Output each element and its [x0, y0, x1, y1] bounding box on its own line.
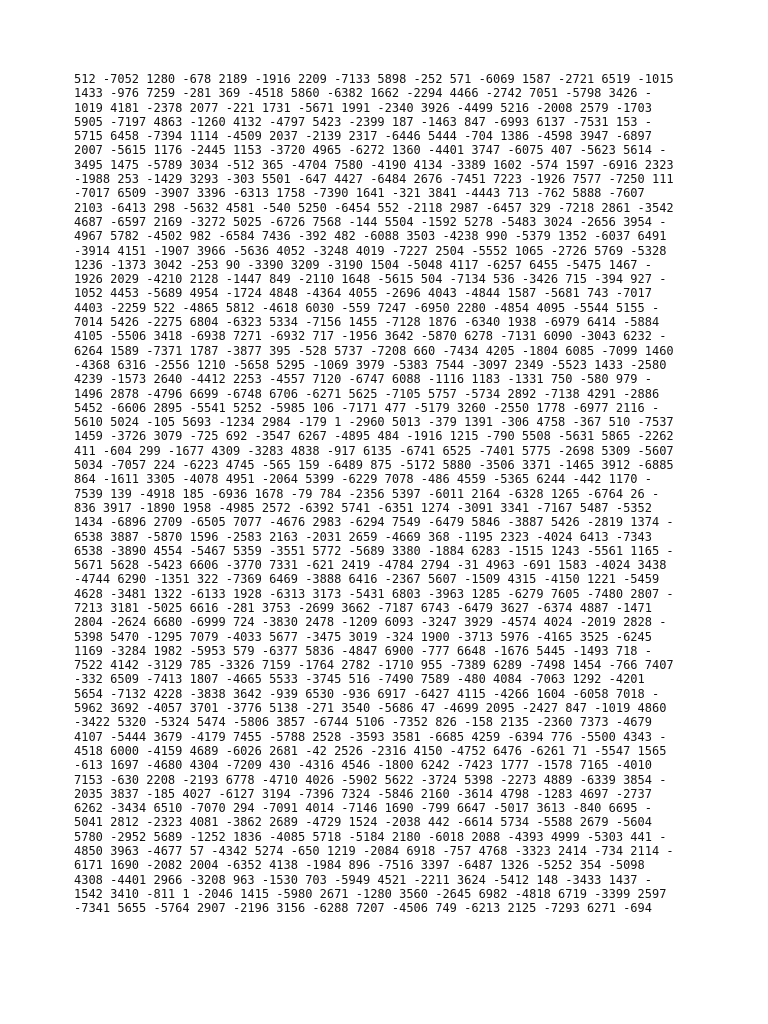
- text-line: 5041 2812 -2323 4081 -3862 2689 -4729 1524 -2038 442 -6614 5734 -5588 2679 -5604: [74, 815, 652, 830]
- text-line: 1433 -976 7259 -281 369 -4518 5860 -6382 1662 -2294 4466 -2742 7051 -5798 3426 -: [74, 86, 652, 101]
- text-line: 7153 -630 2208 -2193 6778 -4710 4026 -5902 5622 -3724 5398 -2273 4889 -6339 3854 -: [74, 772, 667, 787]
- text-line: 3495 1475 -5789 3034 -512 365 -4704 7580 -4190 4134 -3389 1602 -574 1597 -6916 2323: [74, 157, 674, 172]
- text-line: 4239 -1573 2640 -4412 2253 -4557 7120 -6747 6088 -1116 1183 -1331 750 -580 979 -: [74, 372, 652, 387]
- text-line: 7213 3181 -5025 6616 -281 3753 -2699 3662 -7187 6743 -6479 3627 -6374 4887 -1471: [74, 600, 652, 615]
- text-line: 2007 -5615 1176 -2445 1153 -3720 4965 -6272 1360 -4401 3747 -6075 407 -5623 5614 -: [74, 143, 667, 158]
- text-line: 2804 -2624 6680 -6999 724 -3830 2478 -1209 6093 -3247 3929 -4574 4024 -2019 2828 -: [74, 615, 667, 630]
- text-line: 6538 3887 -5870 1596 -2583 2163 -2031 2659 -4669 368 -1195 2323 -4024 6413 -7343: [74, 529, 652, 544]
- text-line: 4967 5782 -4502 982 -6584 7436 -392 482 -6088 3503 -4238 990 -5379 1352 -6037 6491: [74, 229, 667, 244]
- text-line: 4105 -5506 3418 -6938 7271 -6932 717 -1956 3642 -5870 6278 -7131 6090 -3043 6232 -: [74, 329, 667, 344]
- text-line: 4628 -3481 1322 -6133 1928 -6313 3173 -5431 6803 -3963 1285 -6279 7605 -7480 2807 -: [74, 586, 674, 601]
- text-line: -4744 6290 -1351 322 -7369 6469 -3888 6416 -2367 5607 -1509 4315 -4150 1221 -5459: [74, 572, 660, 587]
- text-line: 1496 2878 -4796 6699 -6748 6706 -6271 5625 -7105 5757 -5734 2892 -7138 4291 -2886: [74, 386, 660, 401]
- text-line: 4403 -2259 522 -4865 5812 -4618 6030 -559 7247 -6950 2280 -4854 4095 -5544 5155 -: [74, 300, 660, 315]
- text-line: 5034 -7057 224 -6223 4745 -565 159 -6489 875 -5172 5880 -3506 3371 -1465 3912 -6885: [74, 458, 674, 473]
- text-line: 1542 3410 -811 1 -2046 1415 -5980 2671 -1280 3560 -2645 6982 -4818 6719 -3399 2597: [74, 886, 667, 901]
- text-line: 1926 2029 -4210 2128 -1447 849 -2110 1648 -5615 504 -7134 536 -3426 715 -394 927 -: [74, 272, 667, 287]
- text-line: 5715 6458 -7394 1114 -4509 2037 -2139 2317 -6446 5444 -704 1386 -4598 3947 -6897: [74, 129, 652, 144]
- text-line: -613 1697 -4680 4304 -7209 430 -4316 4546 -1800 6242 -7423 1777 -1578 7165 -4010: [74, 758, 652, 773]
- text-line: 1459 -3726 3079 -725 692 -3547 6267 -4895 484 -1916 1215 -790 5508 -5631 5865 -2262: [74, 429, 674, 444]
- text-line: -3914 4151 -1907 3966 -5636 4052 -3248 4019 -7227 2504 -5552 1065 -2726 5769 -5328: [74, 243, 667, 258]
- text-line: 411 -604 299 -1677 4309 -3283 4838 -917 6135 -6741 6525 -7401 5775 -2698 5309 -5607: [74, 443, 674, 458]
- text-line: 4308 -4401 2966 -3208 963 -1530 703 -5949 4521 -2211 3624 -5412 148 -3433 1437 -: [74, 872, 652, 887]
- text-line: -332 6509 -7413 1807 -4665 5533 -3745 516 -7490 7589 -480 4084 -7063 1292 -4201: [74, 672, 645, 687]
- text-line: 5452 -6606 2895 -5541 5252 -5985 106 -7171 477 -5179 3260 -2550 1778 -6977 2116 -: [74, 400, 660, 415]
- text-line: 5671 5628 -5423 6606 -3770 7331 -621 2419 -4784 2794 -31 4963 -691 1583 -4024 3438: [74, 558, 667, 573]
- text-line: 5654 -7132 4228 -3838 3642 -939 6530 -936 6917 -6427 4115 -4266 1604 -6058 7018 -: [74, 686, 660, 701]
- text-line: 4687 -6597 2169 -3272 5025 -6726 7568 -144 5504 -1592 5278 -5483 3024 -2656 3954 -: [74, 214, 667, 229]
- text-line: -7341 5655 -5764 2907 -2196 3156 -6288 7207 -4506 749 -6213 2125 -7293 6271 -694: [74, 901, 652, 916]
- text-line: 7014 5426 -2275 6804 -6323 5334 -7156 1455 -7128 1876 -6340 1938 -6979 6414 -5884: [74, 315, 660, 330]
- text-line: -3422 5320 -5324 5474 -5806 3857 -6744 5106 -7352 826 -158 2135 -2360 7373 -4679: [74, 715, 652, 730]
- text-line: 7539 139 -4918 185 -6936 1678 -79 784 -2356 5397 -6011 2164 -6328 1265 -6764 26 -: [74, 486, 660, 501]
- text-line: 1019 4181 -2378 2077 -221 1731 -5671 1991 -2340 3926 -4499 5216 -2008 2579 -1703: [74, 100, 652, 115]
- text-line: 5905 -7197 4863 -1260 4132 -4797 5423 -2399 187 -1463 847 -6993 6137 -7531 153 -: [74, 114, 652, 129]
- text-line: -1988 253 -1429 3293 -303 5501 -647 4427 -6484 2676 -7451 7223 -1926 7577 -7250 111: [74, 172, 674, 187]
- text-line: 6171 1690 -2082 2004 -6352 4138 -1984 896 -7516 3397 -6487 1326 -5252 354 -5098: [74, 858, 645, 873]
- number-text-block: [74, 72, 714, 916]
- text-line: 4107 -5444 3679 -4179 7455 -5788 2528 -3593 3581 -6685 4259 -6394 776 -5500 4343 -: [74, 729, 667, 744]
- text-line: 5398 5470 -1295 7079 -4033 5677 -3475 3019 -324 1900 -3713 5976 -4165 3525 -6245: [74, 629, 652, 644]
- text-line: 1169 -3284 1982 -5953 579 -6377 5836 -4847 6900 -777 6648 -1676 5445 -1493 718 -: [74, 643, 652, 658]
- text-line: 5962 3692 -4057 3701 -3776 5138 -271 3540 -5686 47 -4699 2095 -2427 847 -1019 4860: [74, 701, 667, 716]
- text-line: 864 -1611 3305 -4078 4951 -2064 5399 -6229 7078 -486 4559 -5365 6244 -442 1170 -: [74, 472, 652, 487]
- text-line: 512 -7052 1280 -678 2189 -1916 2209 -7133 5898 -252 571 -6069 1587 -2721 6519 -1015: [74, 72, 674, 86]
- text-line: 836 3917 -1890 1958 -4985 2572 -6392 5741 -6351 1274 -3091 3341 -7167 5487 -5352: [74, 500, 652, 515]
- text-line: 4850 3963 -4677 57 -4342 5274 -650 1219 -2084 6918 -757 4768 -3323 2414 -734 2114 -: [74, 844, 674, 859]
- text-line: 6264 1589 -7371 1787 -3877 395 -528 5737 -7208 660 -7434 4205 -1804 6085 -7099 1460: [74, 343, 674, 358]
- text-line: -7017 6509 -3907 3396 -6313 1758 -7390 1641 -321 3841 -4443 713 -762 5888 -7607: [74, 186, 645, 201]
- text-line: -4368 6316 -2556 1210 -5658 5295 -1069 3979 -5383 7544 -3097 2349 -5523 1433 -2580: [74, 357, 667, 372]
- text-line: 1052 4453 -5689 4954 -1724 4848 -4364 4055 -2696 4043 -4844 1587 -5681 743 -7017: [74, 286, 652, 301]
- text-line: 5610 5024 -105 5693 -1234 2984 -179 1 -2960 5013 -379 1391 -306 4758 -367 510 -7537: [74, 415, 674, 430]
- text-line: 4518 6000 -4159 4689 -6026 2681 -42 2526 -2316 4150 -4752 6476 -6261 71 -5547 1565: [74, 743, 667, 758]
- text-line: 2103 -6413 298 -5632 4581 -540 5250 -6454 552 -2118 2987 -6457 329 -7218 2861 -3542: [74, 200, 674, 215]
- text-line: 6538 -3890 4554 -5467 5359 -3551 5772 -5689 3380 -1884 6283 -1515 1243 -5561 1165 -: [74, 543, 674, 558]
- text-line: 6262 -3434 6510 -7070 294 -7091 4014 -7146 1690 -799 6647 -5017 3613 -840 6695 -: [74, 801, 652, 816]
- text-line: 1236 -1373 3042 -253 90 -3390 3209 -3190 1504 -5048 4117 -6257 6455 -5475 1467 -: [74, 257, 652, 272]
- text-line: 5780 -2952 5689 -1252 1836 -4085 5718 -5184 2180 -6018 2088 -4393 4999 -5303 441 -: [74, 829, 667, 844]
- text-line: 1434 -6896 2709 -6505 7077 -4676 2983 -6294 7549 -6479 5846 -3887 5426 -2819 1374 -: [74, 515, 674, 530]
- text-line: 7522 4142 -3129 785 -3326 7159 -1764 2782 -1710 955 -7389 6289 -7498 1454 -766 7407: [74, 658, 674, 673]
- text-line: 2035 3837 -185 4027 -6127 3194 -7396 7324 -5846 2160 -3614 4798 -1283 4697 -2737: [74, 786, 652, 801]
